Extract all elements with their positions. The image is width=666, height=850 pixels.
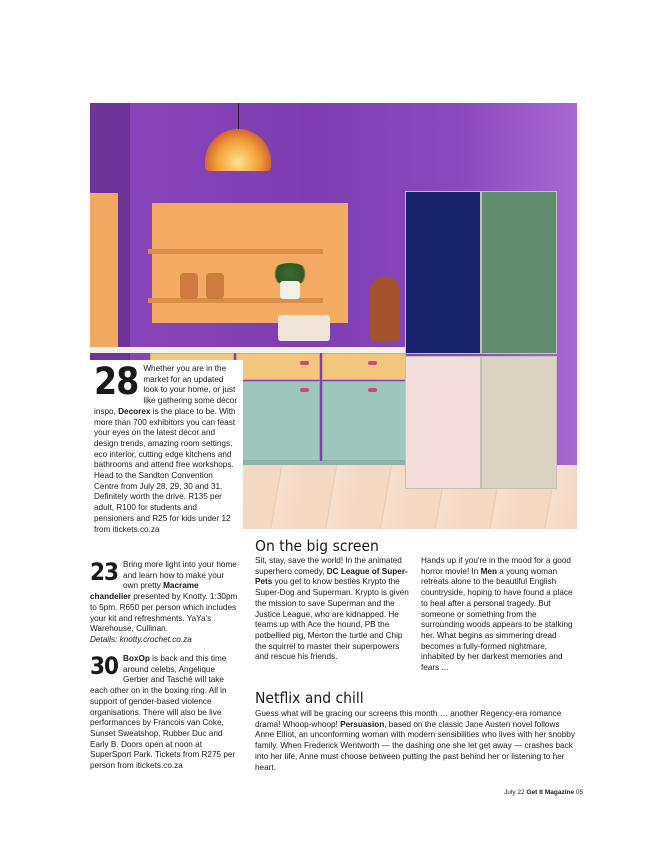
movie-body-text: you get to know besties Krypto the Super-Dog and Superman. Krypto is given the mission to save Superman and the Justice League, who are kidnapped. He teams up with Ace the hound, PB the potbellied pig, Merton the turtle and Chip the squirrel to master their superpowers and rescue his friends. xyxy=(255,577,409,662)
cabinet-door xyxy=(236,381,320,461)
fridge-door-pink xyxy=(405,356,481,489)
event-day-number: 30 xyxy=(90,652,119,680)
event-body-text: is back and this time around celebs, Angelique Gerber and Tasché will take each other on in the boxing ring. All in support of gender-based violence organisations. There will also be live performances by Francois van Coke, Sunset Sweatshop, Rubber Duc and Early B. Doors open at noon at SuperSport Park. Tickets from R275 per person from itickets.co.za xyxy=(90,654,236,771)
big-screen-column-1 xyxy=(255,556,410,663)
show-title: Persuasion xyxy=(340,719,385,729)
section-heading-big-screen: On the big screen xyxy=(255,537,379,555)
cabinet-knob xyxy=(368,388,377,392)
cabinet-knob xyxy=(300,388,309,392)
drawer xyxy=(236,353,320,380)
big-screen-column-2 xyxy=(421,556,577,674)
drawer-knob xyxy=(300,361,309,365)
show-body-text: , based on the classic Jane Austen novel follows Anne Elliot, an unconforming woman with modern sensibilities who lives with her snobby family. When Frederick Wentworth — the dashing one she let get away — crashes back into her life, Anne must choose between putting the past behind her or listening to her heart. xyxy=(255,719,575,772)
fridge-door-navy xyxy=(405,191,481,354)
event-boxop xyxy=(88,654,243,772)
orange-back-panel xyxy=(152,203,348,323)
event-lead-text: Whether you are in the market for an updated look to your home, or just like gathering some décor inspo, xyxy=(94,364,238,416)
drawer xyxy=(322,353,406,380)
plant-pot xyxy=(280,281,300,299)
issue-date: July 22 xyxy=(504,789,525,796)
page-number: 05 xyxy=(575,789,584,796)
lamp-cord xyxy=(238,103,239,131)
event-macrame xyxy=(88,560,243,646)
movie-title: DC League of Super-Pets xyxy=(255,566,408,587)
event-day-number: 23 xyxy=(90,558,119,586)
fridge-door-beige xyxy=(481,356,557,489)
event-day-number: 28 xyxy=(94,360,139,403)
event-lead-text: Bring more light into your home and learn how to make your own pretty xyxy=(123,560,237,591)
event-body-text: is the place to be. With more than 700 exhibitors you can feast your eyes on the latest décor and design trends, amazing room settings, eco interior, cutting edge kitchens and bathrooms and attend free workshops. Head to the Sandton Convention Centre from July 28, 29, 30 and 31. Definitely worth the drive. R135 per adult, R100 for students and pensioners and R25 for kids under 12 from itickets.co.za xyxy=(94,406,236,534)
show-lead-text: Guess what will be gracing our screens this month … another Regency-era romance drama! Whoop-whoop! xyxy=(255,709,562,729)
cabinet-door xyxy=(322,381,406,461)
fridge xyxy=(405,191,557,489)
event-decorex xyxy=(88,360,243,541)
event-details: Details: knotty.crochet.co.za xyxy=(90,634,192,644)
fridge-door-green xyxy=(481,191,557,354)
jar xyxy=(180,273,198,299)
event-name: Decorex xyxy=(118,406,151,416)
event-name: BoxOp xyxy=(123,654,150,663)
movie-lead-text: Hands up if you're in the mood for a good horror movie! In xyxy=(421,556,571,576)
cutting-board xyxy=(370,277,400,341)
section-heading-netflix: Netflix and chill xyxy=(255,689,364,707)
netflix-column xyxy=(255,709,577,773)
bread-bin xyxy=(278,315,330,341)
movie-lead-text: Sit, stay, save the world! In the animated superhero comedy, xyxy=(255,556,402,576)
event-name: Macrame chandelier xyxy=(90,581,199,602)
movie-title: Men xyxy=(480,566,497,576)
upper-shelf xyxy=(148,249,323,254)
orange-side-panel xyxy=(90,193,118,353)
movie-body-text: a young woman retreats alone to the beautiful English countryside, hoping to have found a place to heal after a personal tragedy. But someone or something from the surrounding woods appears to be stalking her. What begins as simmering dread becomes a fully-formed nightmare, inhabited by her darkest memories and fears ... xyxy=(421,566,573,673)
drawer-knob xyxy=(368,361,377,365)
event-body-text: presented by Knotty. 1:30pm to 5pm. R650 per person which includes your kit and refreshments. YaYa's Warehouse, Cullinan. xyxy=(90,592,238,634)
magazine-name: Get It Magazine xyxy=(526,789,575,796)
page-footer xyxy=(504,789,583,796)
jar xyxy=(206,273,224,299)
